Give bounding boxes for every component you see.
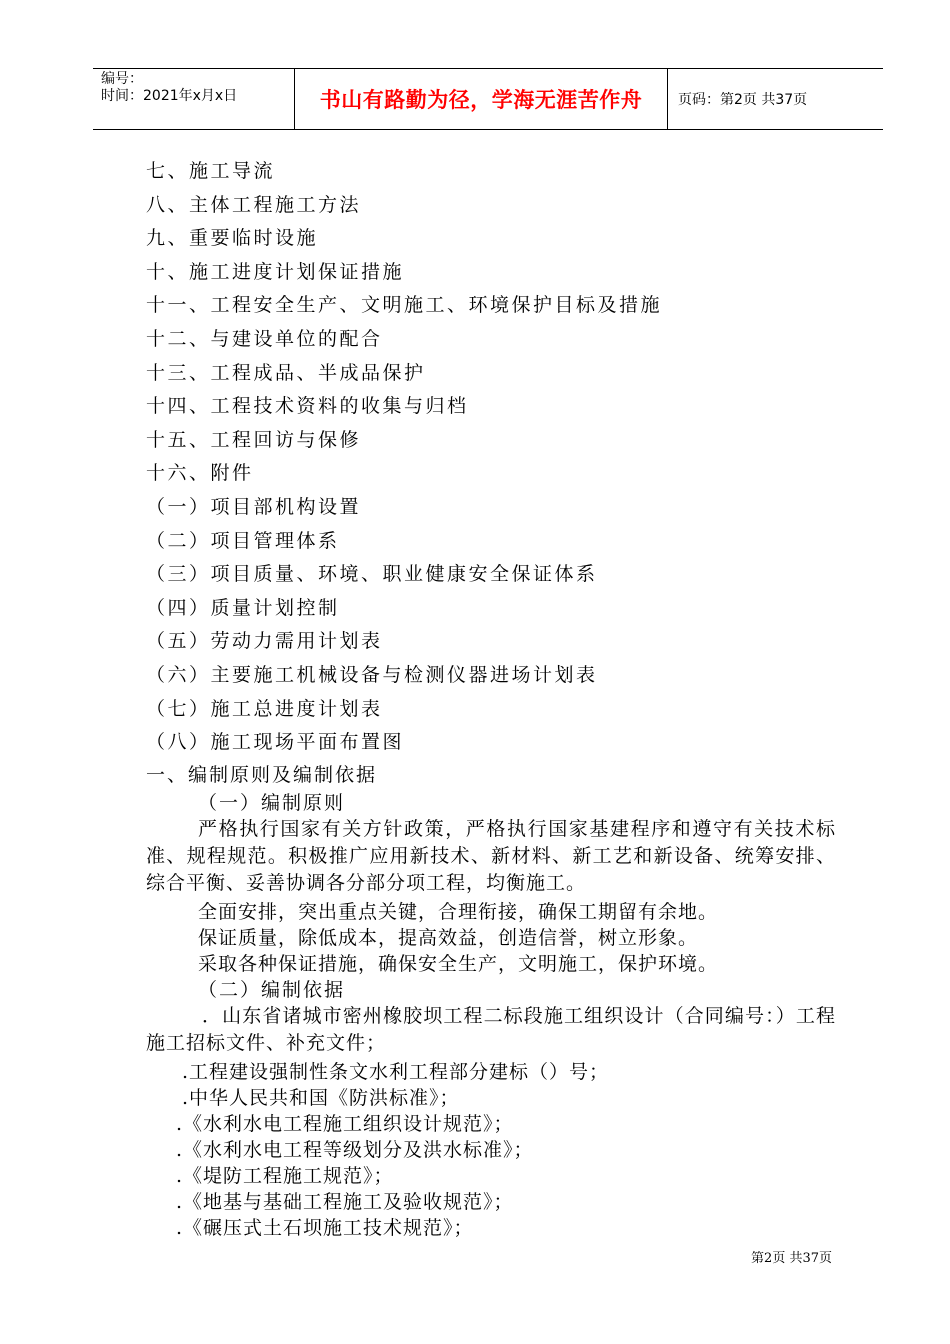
toc-item: 十三、工程成品、半成品保护: [146, 361, 426, 384]
header-motto-cell: [295, 69, 668, 129]
toc-item: 十六、附件: [146, 462, 254, 485]
toc-item: （二）项目管理体系: [146, 529, 340, 552]
toc-item: （六）主要施工机械设备与检测仪器进场计划表: [146, 663, 598, 686]
toc-item: 九、重要临时设施: [146, 227, 319, 250]
principle-paragraph: 严格执行国家有关方针政策，严格执行国家基建程序和遵守有关技术标准、规程规范。积极推广应用新技术、新材料、新工艺和新设备、统筹安排、综合平衡、妥善协调各分部分项工程，均衡施工。: [146, 817, 836, 894]
doc-number-label: 编号：: [101, 71, 143, 87]
header-page-cell: [668, 69, 883, 129]
toc-item: 十、施工进度计划保证措施: [146, 260, 405, 283]
section-title: 一、编制原则及编制依据: [146, 763, 378, 786]
toc-item: （三）项目质量、环境、职业健康安全保证体系: [146, 563, 598, 586]
toc-item: 十五、工程回访与保修: [146, 428, 362, 451]
principle-paragraph: 采取各种保证措施，确保安全生产，文明施工，保护环境。: [198, 952, 719, 975]
header-page-label: 页码：第2页 共37页: [678, 92, 808, 108]
document-body: [146, 155, 836, 1241]
toc-item: （八）施工现场平面布置图: [146, 731, 405, 754]
reference-item: .《堤防工程施工规范》；: [176, 1164, 394, 1187]
toc-item: 七、施工导流: [146, 160, 276, 182]
subsection-title: （一）编制原则: [198, 791, 346, 814]
reference-item: ．山东省诸城市密州橡胶坝工程二标段施工组织设计（合同编号：）工程施工招标文件、补充文件；: [146, 1004, 836, 1054]
toc-item: （五）劳动力需用计划表: [146, 630, 383, 653]
toc-item: 八、主体工程施工方法: [146, 193, 362, 216]
header-motto: 书山有路勤为径，学海无涯苦作舟: [319, 88, 643, 112]
toc-item: 十一、工程安全生产、文明施工、环境保护目标及措施: [146, 294, 663, 317]
principle-paragraph: 全面安排，突出重点关键，合理衔接，确保工期留有余地。: [198, 900, 719, 923]
header-meta: [93, 69, 295, 129]
toc-item: 十四、工程技术资料的收集与归档: [146, 395, 469, 418]
toc-list: [146, 155, 836, 760]
toc-item: （一）项目部机构设置: [146, 495, 362, 518]
reference-item: .《水利水电工程施工组织设计规范》；: [176, 1112, 514, 1135]
page-header: [93, 68, 883, 130]
reference-item: .《水利水电工程等级划分及洪水标准》；: [176, 1138, 534, 1161]
reference-item: .中华人民共和国《防洪标准》；: [182, 1086, 460, 1109]
reference-item: .工程建设强制性条文水利工程部分建标（）号；: [182, 1060, 610, 1083]
principle-paragraph: 保证质量，除低成本，提高效益，创造信誉，树立形象。: [198, 926, 699, 949]
doc-time-label: 时间：2021年x月x日: [101, 88, 238, 104]
toc-item: （七）施工总进度计划表: [146, 697, 383, 720]
reference-item: .《碾压式土石坝施工技术规范》；: [176, 1216, 474, 1239]
subsection-title: （二）编制依据: [198, 978, 346, 1001]
reference-item: .《地基与基础工程施工及验收规范》；: [176, 1190, 514, 1213]
page-footer: 第2页 共37页: [751, 1251, 832, 1266]
toc-item: 十二、与建设单位的配合: [146, 327, 383, 350]
toc-item: （四）质量计划控制: [146, 596, 340, 619]
